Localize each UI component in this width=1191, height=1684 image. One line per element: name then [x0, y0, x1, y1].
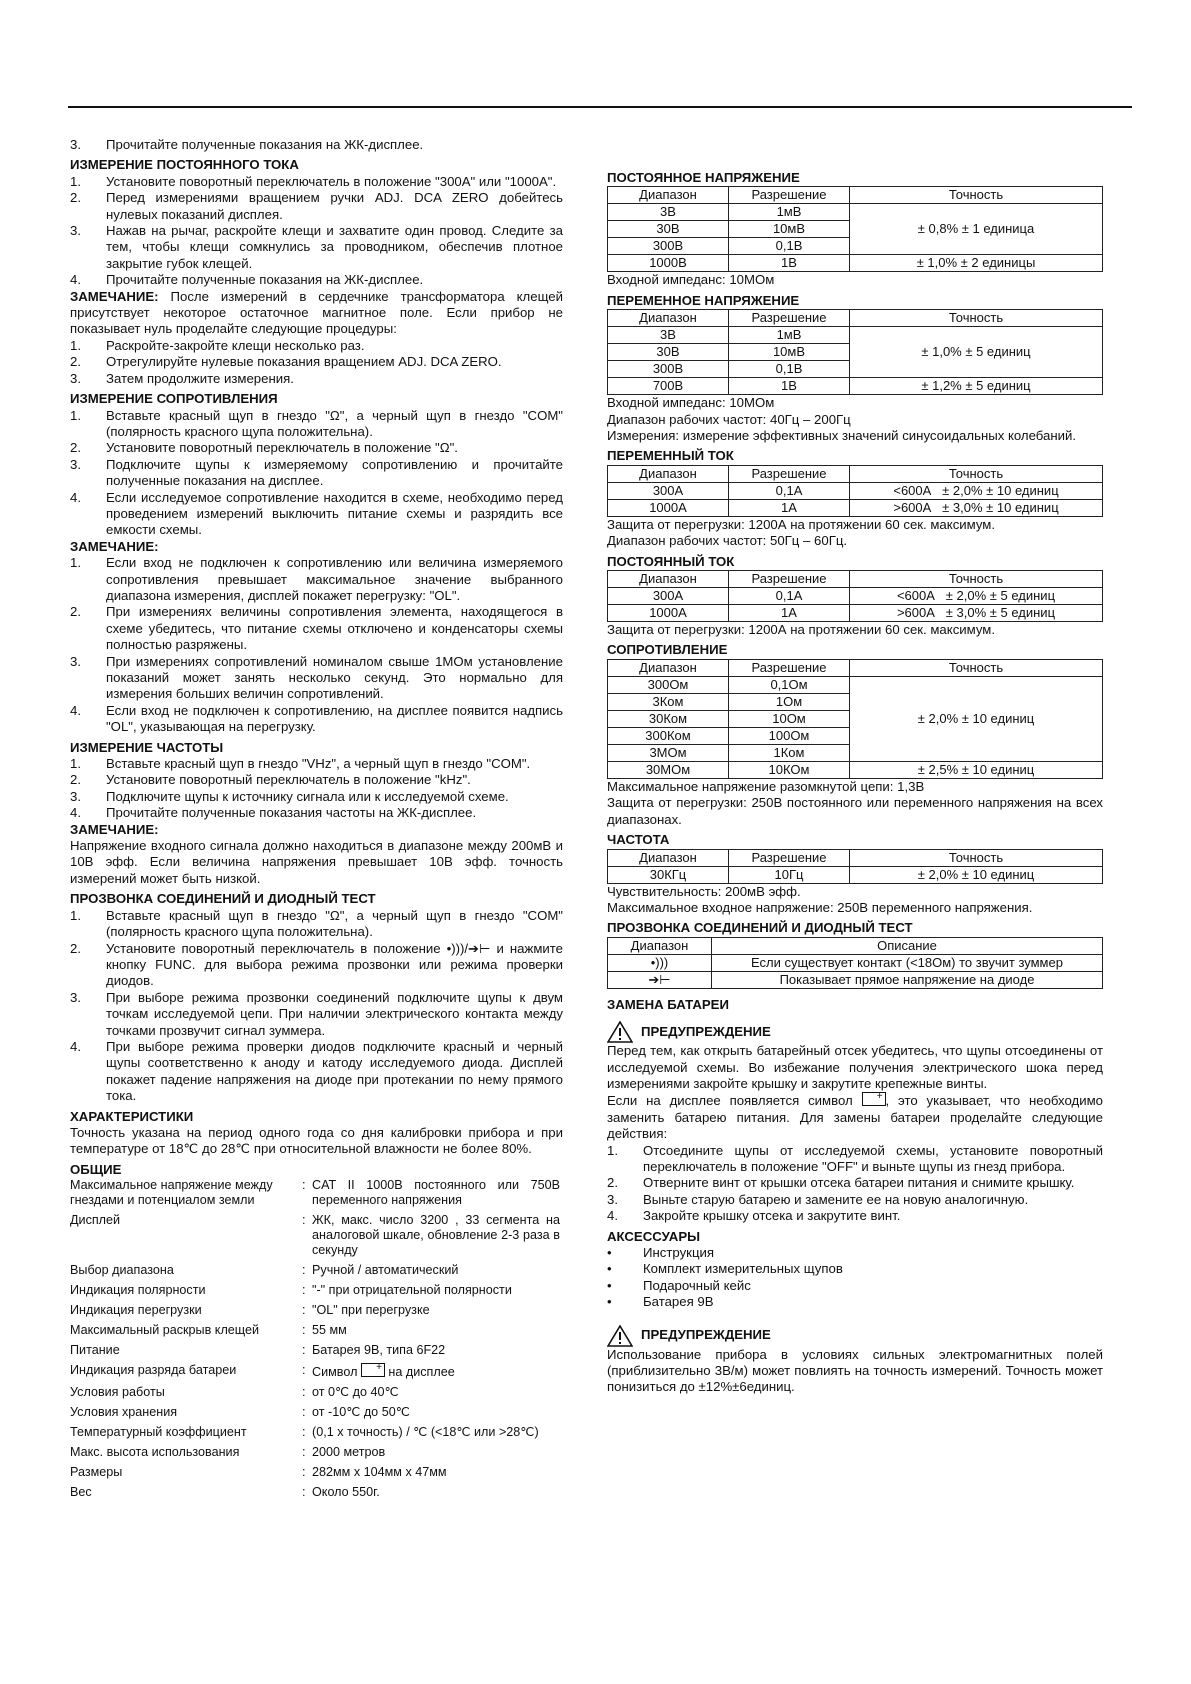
acv-note-3: Измерения: измерение эффективных значений синусоидальных колебаний.	[607, 428, 1077, 444]
table-row: 300В 0,1В	[608, 238, 1103, 255]
table-row: 3Ком 1Ом	[608, 693, 1103, 710]
cont-table	[607, 937, 1103, 989]
warning-icon	[607, 1325, 633, 1347]
list-item: 3. При выборе режима прозвонки соединений подключите щупы к двум точкам исследуемой цепи. При наличии электрического контакта между точками прозвучит сигнал зуммера.	[70, 989, 563, 1038]
spec-row: Выбор диапазона : Ручной / автоматический	[70, 1263, 459, 1278]
hz-note-2: Максимальное входное напряжение: 250В переменного напряжения.	[607, 899, 1033, 915]
list-item: 3. Нажав на рычаг, раскройте клещи и захватите один провод. Следите за тем, чтобы клещи сомкнулись за проводником, обеспечив плотное закрытие губок клещей.	[70, 223, 563, 271]
hz-table	[607, 849, 1103, 884]
em-warning: ПРЕДУПРЕЖДЕНИЕ	[607, 1325, 1103, 1347]
spec-row: Температурный коэффициент : (0,1 х точность) / ℃ (<18℃ или >28℃)	[70, 1425, 539, 1440]
table-row: 30МОм 10КОм ± 2,5% ± 10 единиц	[608, 761, 1103, 778]
dca-note: ЗАМЕЧАНИЕ: После измерений в сердечнике трансформатора клещей присутствует некоторое остаточное магнитное поле. Если прибор не показывает нуль проделайте следующие процедуры:	[70, 288, 563, 337]
table-row: 300Ком 100Ом	[608, 727, 1103, 744]
spec-row: Условия хранения : от -10℃ до 50℃	[70, 1405, 410, 1420]
battery-text-2: Если на дисплее появляется символ + , это указывает, что необходимо заменить батарею питания. Для замены батареи проделайте следующие действия:	[607, 1092, 1103, 1142]
res-note-label: ЗАМЕЧАНИЕ:	[70, 538, 159, 554]
spec-row: Дисплей : ЖК, макс. число 3200 , 33 сегмента на аналоговой шкале, обновление 2-3 раза в секунду	[70, 1213, 560, 1258]
table-header: Диапазон Разрешение Точность	[608, 187, 1103, 204]
list-item: 4. Если вход не подключен к сопротивлению, на дисплее появится надпись "OL", указывающая на перегрузку.	[70, 702, 563, 735]
aca-title: ПЕРЕМЕННЫЙ ТОК	[607, 448, 734, 464]
general-title: ОБЩИЕ	[70, 1161, 122, 1177]
characteristics-title: ХАРАКТЕРИСТИКИ	[70, 1108, 194, 1124]
list-item: • Инструкция	[607, 1245, 715, 1260]
spec-row: Максимальный раскрыв клещей : 55 мм	[70, 1323, 347, 1338]
diode-icon: ➔⊢	[608, 971, 712, 988]
dcv-note: Входной импеданс: 10МОм	[607, 272, 775, 288]
acv-table	[607, 309, 1103, 395]
dca-measure-title: ИЗМЕРЕНИЕ ПОСТОЯННОГО ТОКА	[70, 157, 299, 173]
list-item: 1. Вставьте красный щуп в гнездо "Ω", а черный щуп в гнездо "COM"(полярность красного щупа положительна).	[70, 907, 563, 940]
list-item: 1. Вставьте красный щуп в гнездо "Ω", а черный щуп в гнездо "COM"(полярность красного щупа положительна).	[70, 407, 563, 439]
dcv-title: ПОСТОЯННОЕ НАПРЯЖЕНИЕ	[607, 170, 800, 185]
battery-text-1: Перед тем, как открыть батарейный отсек убедитесь, что щупы отсоединены от исследуемой схемы. Во избежание получения электрического шока перед измерениями закройте крышку и закрутите крепежные винты.	[607, 1043, 1103, 1091]
continuity-list	[70, 908, 563, 1105]
right-column	[607, 170, 1103, 1396]
table-row: 30В 10мВ	[608, 344, 1103, 361]
dca-measure-list	[70, 174, 563, 289]
table-row: 3МОм 1Ком	[608, 744, 1103, 761]
left-column	[70, 137, 563, 1505]
list-item: 3. При измерениях сопротивлений номиналом свыше 1МОм установление показаний может занять несколько секунд. Это нормально для измерения больших величин сопротивлений.	[70, 653, 563, 702]
aca-note-1: Защита от перегрузки: 1200А на протяжении 60 сек. максимум.	[607, 516, 996, 532]
table-row: 300Ом 0,1Ом ± 2,0% ± 10 единиц	[608, 676, 1103, 693]
list-item: 3. Подключите щупы к источнику сигнала или к исследуемой схеме.	[70, 788, 509, 804]
table-row: •))) Если существует контакт (<18Ом) то звучит зуммер	[608, 954, 1103, 971]
battery-icon	[361, 1363, 385, 1377]
list-item: 2. Установите поворотный переключатель в положение "kHz".	[70, 772, 471, 788]
cont-spec-title: ПРОЗВОНКА СОЕДИНЕНИЙ И ДИОДНЫЙ ТЕСТ	[607, 920, 913, 936]
list-item: 4. При выборе режима проверки диодов подключите красный и черный щупы соответственно к аноду и катоду исследуемого диода. Дисплей покажет падение напряжения на диоде при протекании по нему прямого тока.	[70, 1038, 563, 1104]
table-row: 30КГц 10Гц ± 2,0% ± 10 единиц	[608, 866, 1103, 883]
list-item: 2. Отверните винт от крышки отсека батареи питания и снимите крышку.	[607, 1175, 1075, 1191]
table-row: 30В 10мВ	[608, 221, 1103, 238]
freq-measure-title: ИЗМЕРЕНИЕ ЧАСТОТЫ	[70, 739, 224, 755]
step-3: 3. Прочитайте полученные показания на ЖК-дисплее.	[70, 137, 424, 152]
dca-spec-note: Защита от перегрузки: 1200А на протяжении 60 сек. максимум.	[607, 622, 996, 638]
list-item: 3. Выньте старую батарею и замените ее на новую аналогичную.	[607, 1191, 1029, 1207]
spec-row: Индикация перегрузки : "OL" при перегрузке	[70, 1303, 430, 1318]
acv-title: ПЕРЕМЕННОЕ НАПРЯЖЕНИЕ	[607, 292, 800, 308]
dca-spec-table	[607, 570, 1103, 622]
ohm-table	[607, 659, 1103, 779]
continuity-title: ПРОЗВОНКА СОЕДИНЕНИЙ И ДИОДНЫЙ ТЕСТ	[70, 891, 376, 907]
list-item: 3. Затем продолжите измерения.	[70, 370, 294, 386]
list-item: 1. Раскройте-закройте клещи несколько раз.	[70, 337, 365, 353]
list-item: 1. Установите поворотный переключатель в положение "300А" или "1000А".	[70, 173, 557, 189]
res-measure-title: ИЗМЕРЕНИЕ СОПРОТИВЛЕНИЯ	[70, 391, 278, 407]
hz-title: ЧАСТОТА	[607, 832, 670, 848]
freq-note-label: ЗАМЕЧАНИЕ:	[70, 821, 159, 837]
table-row: 300В 0,1В	[608, 361, 1103, 378]
res-note-list	[70, 555, 563, 735]
list-item: 2. При измерениях величины сопротивления элемента, находящегося в схеме убедитесь, что питание схемы отключено и конденсаторы схемы полностью разряжены.	[70, 604, 563, 653]
aca-note-2: Диапазон рабочих частот: 50Гц – 60Гц.	[607, 533, 848, 549]
table-row: 1000А 1А >600А ± 3,0% ± 5 единиц	[608, 605, 1103, 622]
list-item: 4. Если исследуемое сопротивление находится в схеме, необходимо перед проведением измерений выключить питание схемы и разрядить все емкости схемы.	[70, 489, 563, 538]
list-item: • Батарея 9В	[607, 1294, 714, 1310]
spec-row: Размеры : 282мм х 104мм х 47мм	[70, 1465, 447, 1480]
list-item: 3. Подключите щупы к измеряемому сопротивлению и прочитайте полученные показания на дисплее.	[70, 456, 563, 489]
header-rule	[68, 106, 1132, 108]
battery-steps	[607, 1143, 1103, 1225]
spec-row: Условия работы : от 0℃ до 40℃	[70, 1385, 399, 1400]
table-row: 300А 0,1А <600А ± 2,0% ± 10 единиц	[608, 482, 1103, 499]
dca-note-list	[70, 338, 563, 387]
table-row: 3В 1мВ ± 0,8% ± 1 единица	[608, 204, 1103, 221]
acv-note-2: Диапазон рабочих частот: 40Гц – 200Гц	[607, 411, 851, 427]
dcv-table	[607, 186, 1103, 272]
list-item: 2. Перед измерениями вращением ручки ADJ. DCA ZERO добейтесь нулевых показаний дисплея.	[70, 190, 563, 222]
spec-row: Максимальное напряжение между гнездами и потенциалом земли: CAT II 1000В постоянного или 750В переменного напряжения	[70, 1178, 560, 1208]
table-row: 300А 0,1А <600А ± 2,0% ± 5 единиц	[608, 588, 1103, 605]
accessories-list	[607, 1245, 1103, 1311]
em-warning-text: Использование прибора в условиях сильных электромагнитных полей (приблизительно 3В/м) может повлиять на точность измерений. Точность может понизиться до ±12%±6единиц.	[607, 1346, 1103, 1395]
spec-row: Макс. высота использования : 2000 метров	[70, 1445, 386, 1460]
battery-title: ЗАМЕНА БАТАРЕИ	[607, 996, 729, 1012]
spec-row: Индикация полярности : "-" при отрицательной полярности	[70, 1283, 512, 1298]
table-row: 1000А 1А >600А ± 3,0% ± 10 единиц	[608, 499, 1103, 516]
ohm-title: СОПРОТИВЛЕНИЕ	[607, 642, 728, 658]
aca-table	[607, 465, 1103, 517]
general-specs	[70, 1178, 563, 1500]
battery-icon	[862, 1092, 886, 1106]
buzzer-icon: •)))	[608, 954, 712, 971]
list-item: 1. Отсоедините щупы от исследуемой схемы, установите поворотный переключатель в положение "OFF" и выньте щупы из гнезд прибора.	[607, 1142, 1103, 1174]
list-item: • Подарочный кейс	[607, 1277, 751, 1293]
table-header: Диапазон Разрешение Точность	[608, 310, 1103, 327]
table-header: Диапазон Описание	[608, 937, 1103, 954]
ohm-note-1: Максимальное напряжение разомкнутой цепи: 1,3В	[607, 778, 925, 794]
freq-measure-list	[70, 756, 563, 822]
hz-note-1: Чувствительность: 200мВ эфф.	[607, 883, 801, 899]
list-item: 4. Прочитайте полученные показания на ЖК-дисплее.	[70, 272, 424, 288]
dca-spec-title: ПОСТОЯННЫЙ ТОК	[607, 553, 735, 569]
freq-note: Напряжение входного сигнала должно находиться в диапазоне между 200мВ и 10В эфф. Если величина напряжения превышает 10В эфф. точность измерений может быть низкой.	[70, 838, 563, 886]
table-header: Диапазон Разрешение Точность	[608, 849, 1103, 866]
list-item: 2. Установите поворотный переключатель в положение "Ω".	[70, 440, 458, 456]
table-row: 3В 1мВ ± 1,0% ± 5 единиц	[608, 327, 1103, 344]
ohm-note-2: Защита от перегрузки: 250В постоянного или переменного напряжения на всех диапазонах.	[607, 795, 1103, 827]
table-header: Диапазон Разрешение Точность	[608, 571, 1103, 588]
list-item: 1. Вставьте красный щуп в гнездо "VHz", а черный щуп в гнездо "COM".	[70, 756, 531, 772]
res-measure-list	[70, 408, 563, 539]
table-row: 30Ком 10Ом	[608, 710, 1103, 727]
characteristics-text: Точность указана на период одного года со дня калибровки прибора и при температуре от 18℃ до 28℃ при относительной влажности не более 80%.	[70, 1124, 563, 1157]
list-item: 4. Прочитайте полученные показания частоты на ЖК-дисплее.	[70, 805, 477, 821]
spec-row: Вес : Около 550г.	[70, 1485, 380, 1500]
table-header: Диапазон Разрешение Точность	[608, 465, 1103, 482]
table-row: ➔⊢ Показывает прямое напряжение на диоде	[608, 971, 1103, 988]
battery-warning: ПРЕДУПРЕЖДЕНИЕ	[607, 1021, 1103, 1043]
accessories-title: АКСЕССУАРЫ	[607, 1228, 701, 1244]
spec-row: Индикация разряда батареи : Символ + на дисплее	[70, 1363, 563, 1380]
table-header: Диапазон Разрешение Точность	[608, 659, 1103, 676]
list-item: 2. Установите поворотный переключатель в положение •)))/➔⊢ и нажмите кнопку FUNC. для выбора режима прозвонки или режима проверки диодов.	[70, 940, 563, 989]
warning-icon	[607, 1021, 633, 1043]
list-item: 2. Отрегулируйте нулевые показания вращением ADJ. DCA ZERO.	[70, 354, 502, 370]
list-item: 4. Закройте крышку отсека и закрутите винт.	[607, 1208, 901, 1224]
table-row: 1000В 1В ± 1,0% ± 2 единицы	[608, 255, 1103, 272]
list-item: • Комплект измерительных щупов	[607, 1261, 843, 1277]
spec-row: Питание : Батарея 9В, типа 6F22	[70, 1343, 446, 1358]
list-item: 1. Если вход не подключен к сопротивлению или величина измеряемого сопротивления превышает максимальное значение выбранного диапазона измерения, дисплей покажет перегрузку: "OL".	[70, 555, 563, 603]
acv-note-1: Входной импеданс: 10МОм	[607, 395, 775, 411]
table-row: 700В 1В ± 1,2% ± 5 единиц	[608, 378, 1103, 395]
